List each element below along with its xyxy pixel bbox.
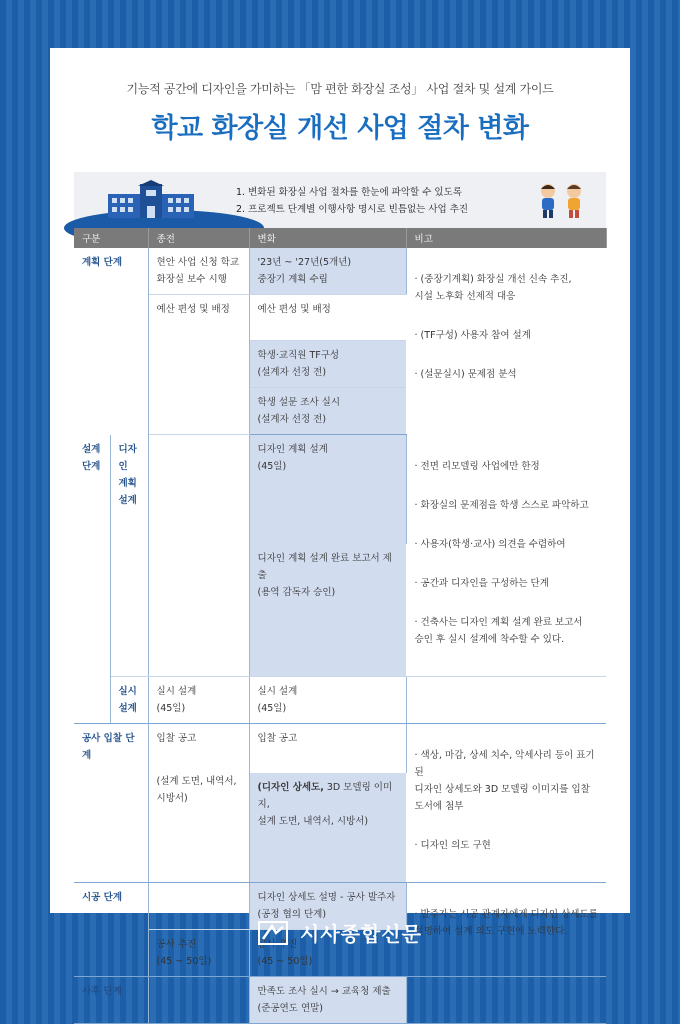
bid-remark-2: · 디자인 의도 구현 <box>414 839 491 851</box>
page-title: 학교 화장실 개선 사업 절차 변화 <box>151 113 529 144</box>
construction-new-2: 공사 추진 (45 ~ 50일) <box>249 929 406 976</box>
design-remark-1: · 전면 리모델링 사업에만 한정 <box>414 460 540 472</box>
construction-prev-2: 공사 추진 (45 ~ 50일) <box>148 929 249 976</box>
design-remark-2: · 화장실의 문제점을 학생 스스로 파악하고 <box>414 499 589 511</box>
design-new-2: 디자인 계획 설계 완료 보고서 제출 (용역 감독자 승인) <box>249 544 406 676</box>
phase-plan: 계획 단계 <box>74 248 148 435</box>
design-prev-1 <box>148 435 249 677</box>
bid-remarks <box>406 723 606 882</box>
children-illustration-icon <box>532 182 592 220</box>
newspaper-logo-icon <box>258 921 288 945</box>
construction-remark-1: · 발주자는 시공 관계자에게 디자인 상세도를 설명하여 설계 의도 구현에 노력한다. <box>414 908 598 937</box>
design-sub-2: 실시 설계 <box>110 676 148 723</box>
bid-new-2-rest: 3D 모델링 이미지, 설계 도면, 내역서, 시방서) <box>257 782 393 828</box>
design-new-1: 디자인 계획 설계 (45일) <box>249 435 406 545</box>
banner <box>74 172 606 228</box>
plan-new-1: '23년 ~ '27년(5개년) 중장기 계획 수립 <box>249 248 406 295</box>
plan-remark-2: · (TF구성) 사용자 참여 설계 <box>414 330 531 341</box>
procedure-table <box>74 228 607 1024</box>
after-prev-1 <box>148 976 249 1023</box>
after-new-1: 만족도 조사 실시 → 교육청 제출 (준공연도 연말) <box>249 976 406 1023</box>
plan-new-3: 학생·교직원 TF구성 (설계자 선정 전) <box>249 341 406 388</box>
phase-construction: 시공 단계 <box>74 882 148 976</box>
table-row <box>74 723 606 773</box>
design-new-3: 실시 설계 (45일) <box>249 676 406 723</box>
table-row <box>74 676 606 723</box>
plan-new-4: 학생 설문 조사 실시 (설계자 선정 전) <box>249 388 406 435</box>
bid-new-2 <box>249 773 406 882</box>
phase-design: 설계 단계 <box>74 435 110 724</box>
banner-notes <box>236 184 468 218</box>
design-remark-4: · 공간과 디자인을 구성하는 단계 <box>414 577 549 589</box>
plan-prev-2: 예산 편성 및 배정 <box>148 295 249 435</box>
bid-prev-1: 입찰 공고 <box>148 723 249 773</box>
plan-remark-1: · (중장기계획) 화장실 개선 신속 추진, 시설 노후화 선제적 대응 <box>414 274 572 302</box>
table-row <box>74 435 606 545</box>
design-remark-5: · 건축사는 디자인 계획 설계 완료 보고서 승인 후 실시 설계에 착수할 수 있다. <box>414 616 583 645</box>
school-building-icon <box>106 180 196 220</box>
phase-bid: 공사 입찰 단계 <box>74 723 148 882</box>
after-remark-empty <box>406 976 606 1023</box>
page-subtitle: 기능적 공간에 디자인을 가미하는 「맘 편한 화장실 조성」 사업 절차 및 설계 가이드 <box>126 82 554 96</box>
banner-note-1: 1. 변화된 화장실 사업 절차를 한눈에 파악할 수 있도록 <box>236 187 462 198</box>
design-prev-2: 실시 설계 (45일) <box>148 676 249 723</box>
header-prev: 종전 <box>148 228 249 248</box>
plan-remarks <box>406 248 606 435</box>
design-remarks <box>406 435 606 677</box>
phase-after: 사후 단계 <box>74 976 148 1023</box>
newspaper-name: 시사종합신문 <box>300 922 422 946</box>
table-header-row <box>74 228 606 248</box>
bid-new-2-bold: (디자인 상세도, <box>257 782 324 794</box>
design-remark-3: · 사용자(학생·교사) 의견을 수렴하여 <box>414 538 566 550</box>
bid-new-1: 입찰 공고 <box>249 723 406 773</box>
header-phase: 구분 <box>74 228 148 248</box>
design-remark-empty <box>406 676 606 723</box>
header-new: 변화 <box>249 228 406 248</box>
bid-prev-2: (설계 도면, 내역서, 시방서) <box>148 773 249 882</box>
table-row <box>74 248 606 295</box>
newspaper-logo <box>0 918 680 947</box>
bid-remark-1: · 색상, 마감, 상세 치수, 악세사리 등이 표기된 디자인 상세도와 3D 모델링 이미지를 입찰 도서에 첨부 <box>414 749 595 812</box>
design-sub-1: 디자인 계획 설계 <box>110 435 148 677</box>
table-row <box>74 976 606 1023</box>
plan-remark-3: · (설문실시) 문제점 분석 <box>414 369 517 380</box>
construction-new-1: 디자인 상세도 설명 - 공사 발주자 (공정 협의 단계) <box>249 882 406 929</box>
banner-note-2: 2. 프로젝트 단계별 이행사항 명시로 빈틈없는 사업 추진 <box>236 204 469 215</box>
header-remark: 비고 <box>406 228 606 248</box>
plan-new-2: 예산 편성 및 배정 <box>249 295 406 341</box>
plan-prev-1: 현안 사업 신청 학교 화장실 보수 시행 <box>148 248 249 295</box>
